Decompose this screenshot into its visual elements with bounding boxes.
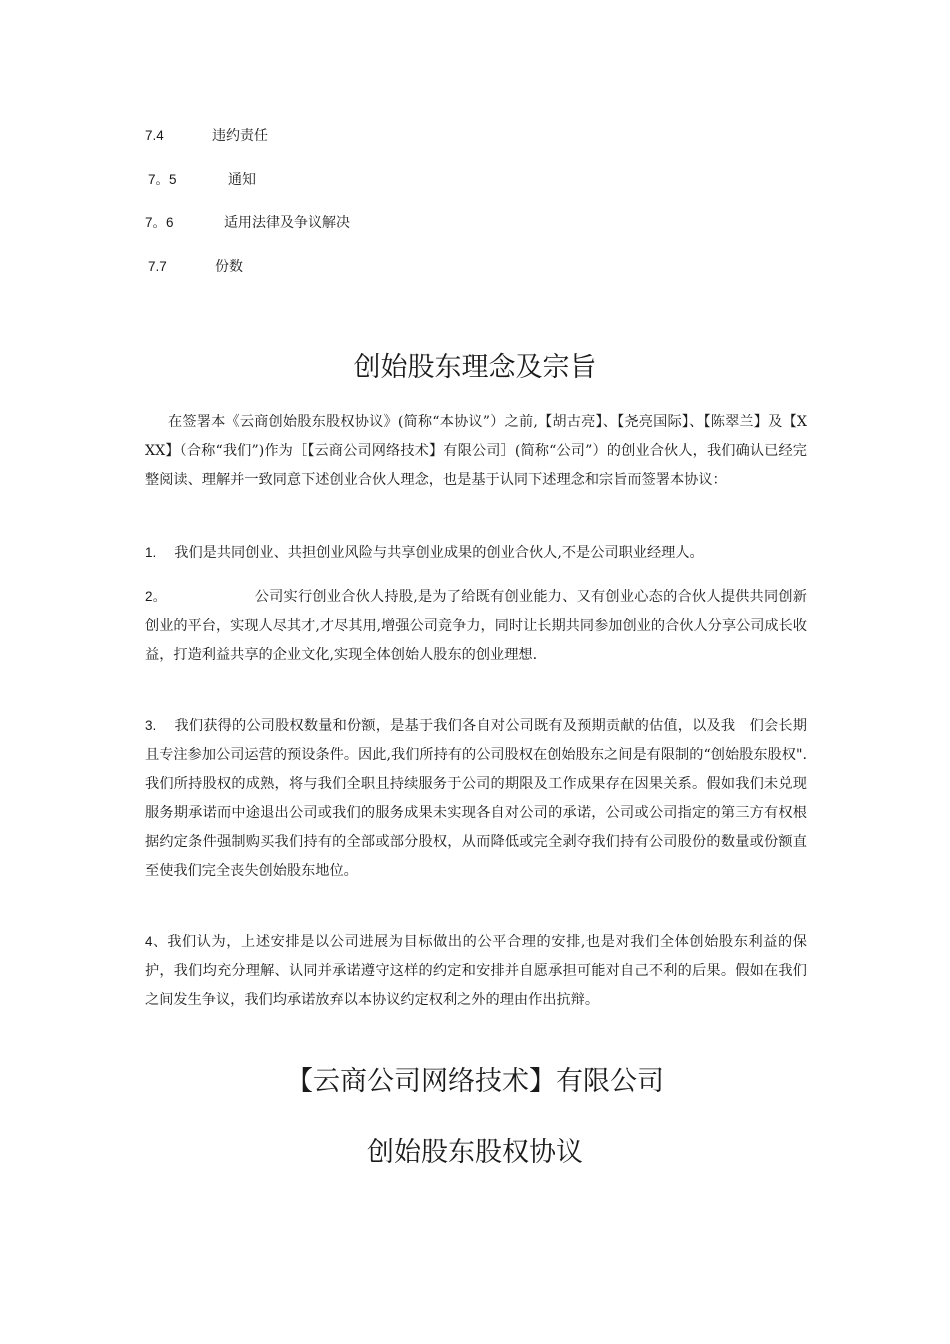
principle-item-1 (145, 538, 807, 568)
toc-item-number: 7.4 (145, 128, 164, 143)
toc-item-title: 适用法律及争议解决 (224, 215, 350, 231)
toc-item (148, 170, 448, 190)
item-text: 我们获得的公司股权数量和份额，是基于我们各自对公司既有及预期贡献的估值，以及我 们会长期且专注参加公司运营的预设条件。因此,我们所持有的公司股权在创始股东之间是有限制的“创始股东股权".我们所持股权的成熟，将与我们全职且持续服务于公司的期限及工作成果存在因果关系。假如我们未兑现服务期承诺而中途退出公司或我们的服务成果未实现各自对公司的承诺，公司或公司指定的第三方有权根据约定条件强制购买我们持有的全部或部分股权，从而降低或完全剥夺我们持有公司股份的数量或份额直至使我们完全丧失创始股东地位。 (145, 718, 807, 879)
toc-item (145, 126, 445, 146)
item-text: 公司实行创业合伙人持股,是为了给既有创业能力、又有创业心态的合伙人提供共同创新 创业的平台，实现人尽其才,才尽其用,增强公司竞争力，同时让长期共同参加创业的合伙人分享公司成长收益，打造利益共享的企业文化,实现全体创始人股东的创业理想. (145, 589, 822, 663)
toc-item-title: 份数 (215, 259, 243, 275)
toc-item (145, 213, 445, 233)
intro-text: 在签署本《云商创始股东股权协议》(简称“本协议”）之前,【胡古亮】、【尧亮国际】、【陈翠兰】及【XXX】（合称“我们”)作为［【云商公司网络技术】有限公司］(简称“公司”）的创业合伙人，我们确认已经完整阅读、理解并一致同意下述创业合伙人理念，也是基于认同下述理念和宗旨而签署本协议： (145, 414, 807, 488)
intro-paragraph (145, 408, 807, 495)
section-heading: 创始股东理念及宗旨 (353, 352, 597, 383)
item-number: 4、 (145, 934, 168, 949)
item-number: 1. (145, 545, 157, 560)
toc-item-number: 7.7 (148, 259, 167, 274)
principle-item-3 (145, 711, 807, 886)
toc-item-title: 违约责任 (212, 128, 268, 144)
item-number: 3. (145, 718, 157, 733)
toc-item-title: 通知 (228, 172, 256, 188)
company-heading: 【云商公司网络技术】有限公司 (286, 1066, 664, 1097)
principle-item-2 (145, 582, 822, 670)
item-text: 我们认为，上述安排是以公司进展为目标做出的公平合理的安排,也是对我们全体创始股东利益的保护，我们均充分理解、认同并承诺遵守这样的约定和安排并自愿承担可能对自己不利的后果。假如在我们之间发生争议，我们均承诺放弃以本协议约定权利之外的理由作出抗辩。 (145, 934, 807, 1008)
toc-item (148, 257, 448, 277)
toc-item-number: 7。6 (145, 215, 174, 230)
principle-item-4 (145, 927, 807, 1015)
item-text: 我们是共同创业、共担创业风险与共享创业成果的创业合伙人,不是公司职业经理人。 (174, 545, 704, 561)
item-number: 2。 (145, 589, 167, 604)
agreement-heading: 创始股东股权协议 (367, 1137, 583, 1168)
toc-item-number: 7。5 (148, 172, 177, 187)
